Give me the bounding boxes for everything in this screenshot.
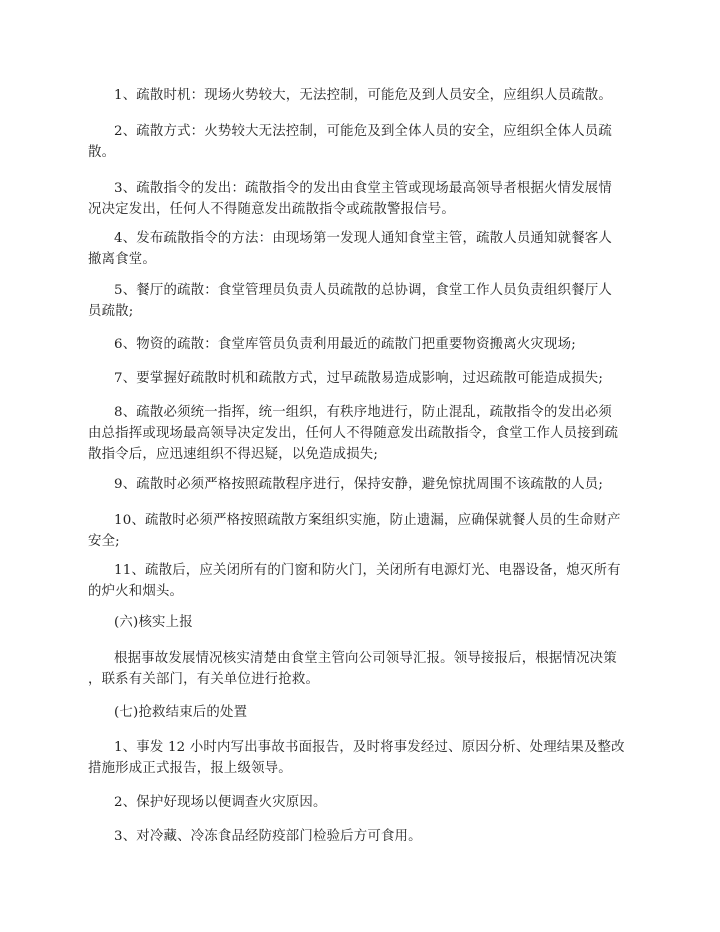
- paragraph-evac-order: 3、疏散指令的发出：疏散指令的发出由食堂主管或现场最高领导者根据火情发展情 况决定发出，任何人不得随意发出疏散指令或疏散警报信号。: [88, 181, 612, 217]
- paragraph-evac-method: 2、疏散方式：火势较大无法控制，可能危及到全体人员的安全，应组织全体人员疏 散。: [88, 124, 612, 160]
- paragraph-evac-plan: 10、疏散时必须严格按照疏散方案组织实施，防止遗漏，应确保就餐人员的生命财产 安全;: [88, 513, 621, 549]
- paragraph-unified-command: 8、疏散必须统一指挥，统一组织，有秩序地进行，防止混乱，疏散指令的发出必须 由总指挥或现场最高领导决定发出，任何人不得随意发出疏散指令，食堂工作人员接到疏 散指令后，应迅速组织不得迟疑，以免造成损失;: [88, 405, 619, 462]
- section-heading-verify-report: (六)核实上报: [114, 615, 193, 630]
- paragraph-after-evac: 11、疏散后，应关闭所有的门窗和防火门，关闭所有电源灯光、电器设备，熄灭所有 的炉火和烟头。: [88, 563, 621, 599]
- paragraph-material-evac: 6、物资的疏散：食堂库管员负责利用最近的疏散门把重要物资搬离火灾现场;: [114, 337, 576, 352]
- section-heading-post-rescue: (七)抢救结束后的处置: [114, 705, 248, 720]
- paragraph-evac-order-method: 4、发布疏散指令的方法：由现场第一发现人通知食堂主管，疏散人员通知就餐客人 撤离食堂。: [88, 231, 612, 267]
- paragraph-verify-report: 根据事故发展情况核实清楚由食堂主管向公司领导汇报。领导接报后，根据情况决策 ，联系有关部门，有关单位进行抢救。: [88, 651, 617, 687]
- paragraph-evac-timing-control: 7、要掌握好疏散时机和疏散方式，过早疏散易造成影响，过迟疏散可能造成损失;: [114, 371, 604, 386]
- paragraph-incident-report: 1、事发 12 小时内写出事故书面报告，及时将事发经过、原因分析、处理结果及整改 措施形成正式报告，报上级领导。: [88, 740, 625, 776]
- paragraph-food-inspection: 3、对冷藏、冷冻食品经防疫部门检验后方可食用。: [114, 829, 422, 844]
- paragraph-restaurant-evac: 5、餐厅的疏散：食堂管理员负责人员疏散的总协调，食堂工作人员负责组织餐厅人 员疏散;: [88, 283, 612, 319]
- paragraph-protect-scene: 2、保护好现场以便调查火灾原因。: [114, 795, 327, 810]
- paragraph-evac-timing: 1、疏散时机：现场火势较大，无法控制，可能危及到人员安全，应组织人员疏散。: [114, 88, 612, 103]
- paragraph-evac-procedure: 9、疏散时必须严格按照疏散程序进行，保持安静，避免惊扰周围不该疏散的人员;: [114, 477, 604, 492]
